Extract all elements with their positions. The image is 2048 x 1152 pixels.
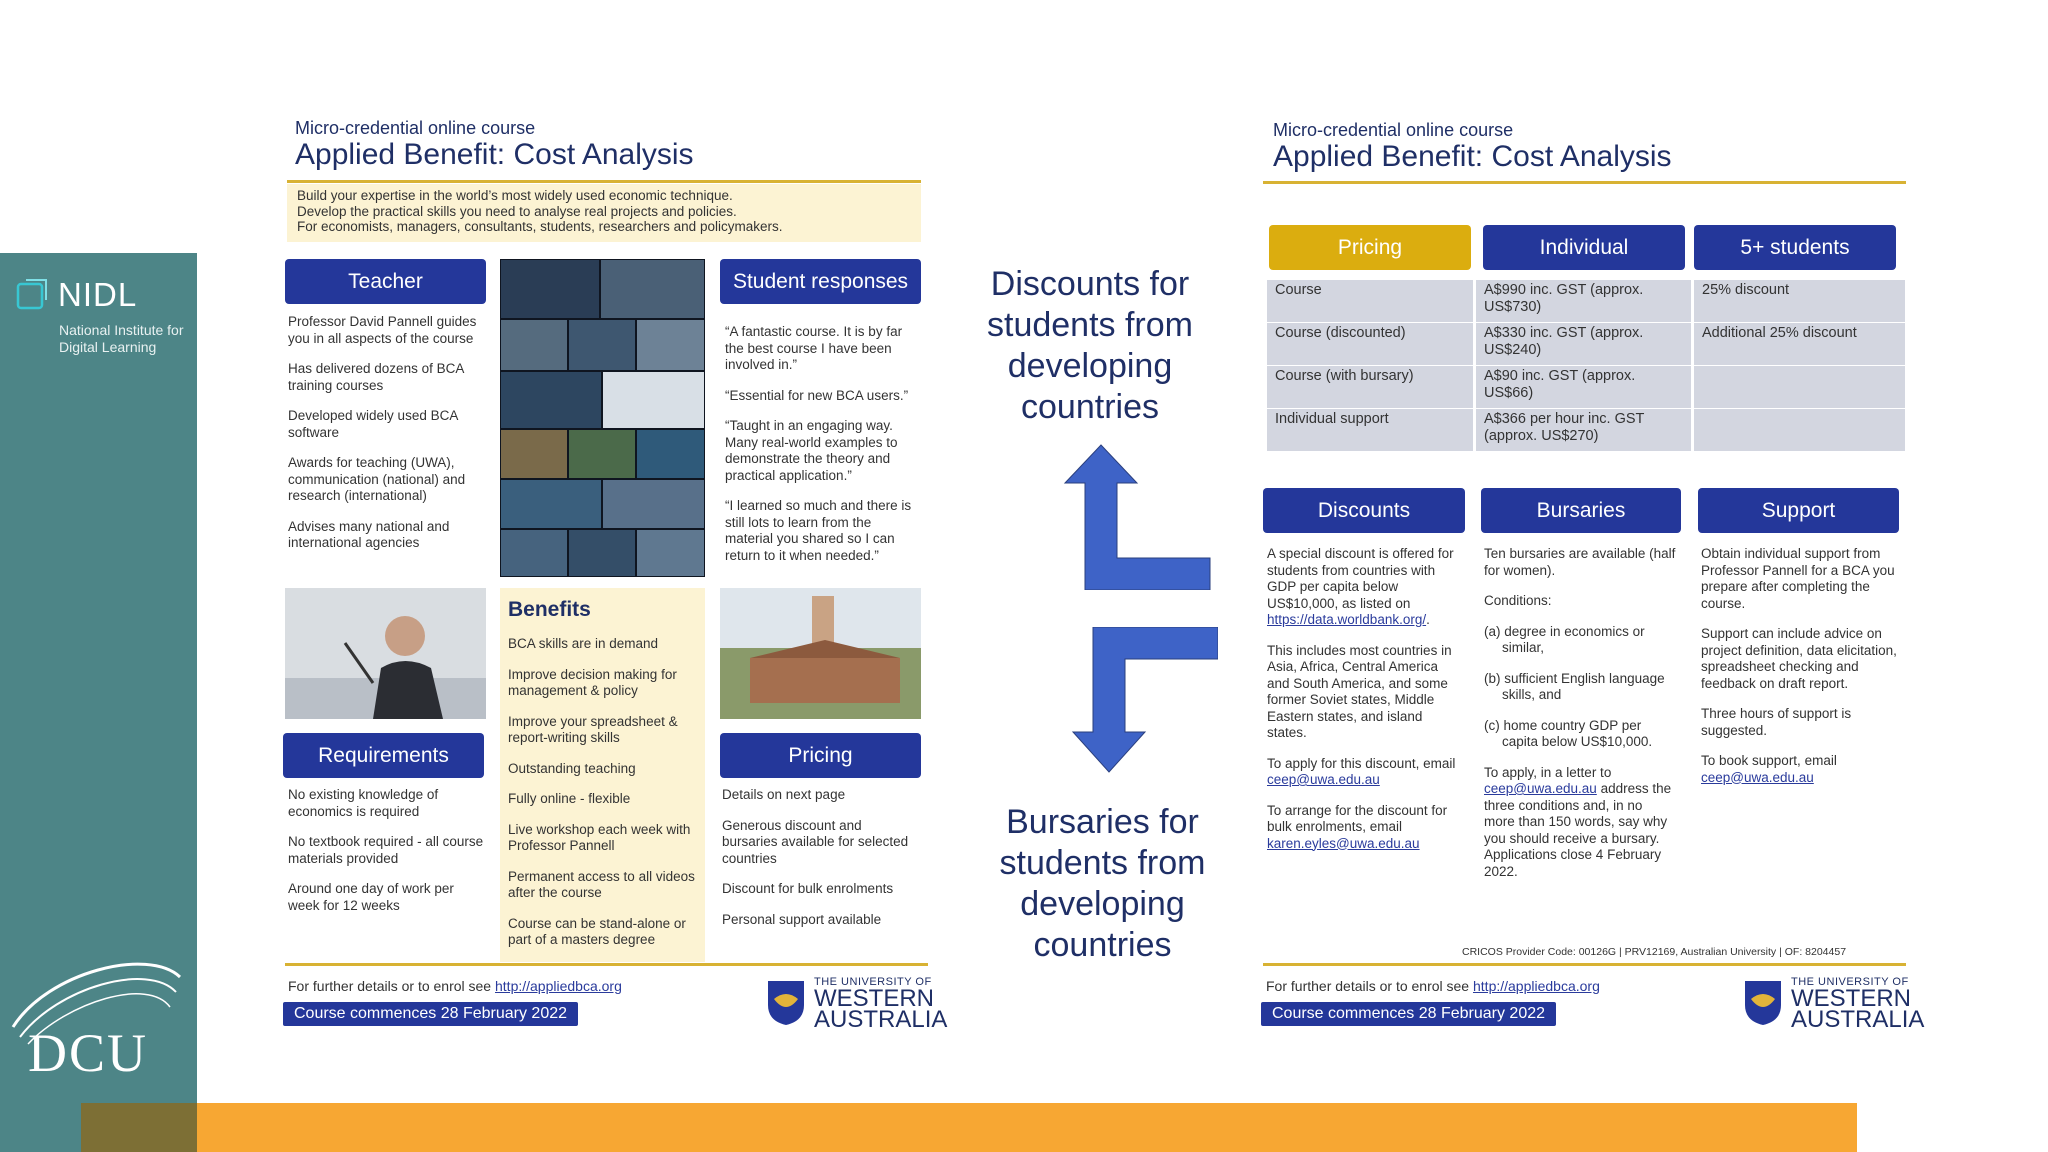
- uwa-line1: THE UNIVERSITY OF: [1791, 976, 1909, 988]
- right-footer-link[interactable]: http://appliedbca.org: [1473, 978, 1600, 994]
- nidl-name: NIDL: [58, 276, 138, 313]
- pricing-heading: Pricing: [720, 733, 921, 778]
- table-cell: Individual support: [1267, 409, 1473, 451]
- dcu-logo: [8, 952, 188, 1082]
- table-cell: A$990 inc. GST (approx. US$730): [1476, 280, 1691, 322]
- student-quote: “Essential for new BCA users.”: [725, 387, 909, 403]
- right-footer-rule: [1263, 963, 1906, 966]
- uwa-crest-icon: [766, 979, 806, 1027]
- teacher-list: [288, 314, 484, 566]
- karen-email-link[interactable]: karen.eyles@uwa.edu.au: [1267, 835, 1420, 851]
- arrow-up-icon: [1055, 440, 1215, 590]
- speaker-photo: [285, 588, 486, 719]
- pricing-item: Details on next page: [722, 787, 846, 802]
- benefit-item: Permanent access to all videos after the course: [508, 868, 695, 900]
- ceep-email-link[interactable]: ceep@uwa.edu.au: [1701, 769, 1814, 785]
- discounts-heading: Discounts: [1263, 488, 1465, 533]
- intro-line: For economists, managers, consultants, students, researchers and policymakers.: [297, 219, 783, 234]
- table-cell: Additional 25% discount: [1694, 323, 1905, 365]
- uwa-line3: AUSTRALIA: [1791, 1006, 1925, 1033]
- uwa-line1: THE UNIVERSITY OF: [814, 976, 932, 988]
- bursaries-callout: Bursaries for students from developing countries: [999, 803, 1206, 964]
- bursaries-condition: (a) degree in economics or similar,: [1484, 623, 1645, 655]
- nidl-mark-icon: [16, 278, 50, 312]
- bursaries-para: Conditions:: [1484, 593, 1552, 608]
- bottom-bar-dark: [81, 1103, 197, 1152]
- left-title: Applied Benefit: Cost Analysis: [295, 138, 694, 171]
- bursaries-text: [1484, 546, 1676, 894]
- student-quote: “A fantastic course. It is by far the best course I have been involved in.”: [725, 324, 903, 372]
- table-header-group: 5+ students: [1694, 225, 1896, 270]
- discounts-para: To apply for this discount, email ceep@uwa.edu.au: [1267, 755, 1456, 787]
- uwa-line3: AUSTRALIA: [814, 1006, 948, 1033]
- student-quote: “I learned so much and there is still lots to learn from the material you shared so I can return to it when needed.”: [725, 498, 912, 563]
- worldbank-link[interactable]: https://data.worldbank.org/: [1267, 612, 1427, 627]
- table-cell: Course (discounted): [1267, 323, 1473, 365]
- student-quote: “Taught in an engaging way. Many real-world examples to demonstrate the theory and practical application.”: [725, 418, 898, 483]
- ceep-email-link[interactable]: ceep@uwa.edu.au: [1484, 781, 1597, 796]
- right-footer-text: For further details or to enrol see: [1266, 978, 1470, 994]
- benefit-item: BCA skills are in demand: [508, 636, 659, 651]
- bursaries-para: Ten bursaries are available (half for women).: [1484, 546, 1676, 578]
- support-para: To book support, email ceep@uwa.edu.au: [1701, 753, 1837, 785]
- student-responses-heading: Student responses: [720, 259, 921, 304]
- pricing-item: Discount for bulk enrolments: [722, 881, 894, 896]
- benefit-item: Fully online - flexible: [508, 791, 631, 806]
- bursaries-condition: (c) home country GDP per capita below US$10,000.: [1484, 717, 1653, 749]
- requirement-item: No existing knowledge of economics is required: [288, 787, 439, 819]
- nidl-subtitle: National Institute for Digital Learning: [59, 322, 184, 355]
- pricing-item: Generous discount and bursaries available for selected countries: [722, 817, 909, 866]
- table-cell: 25% discount: [1694, 280, 1905, 322]
- requirement-item: Around one day of work per week for 12 weeks: [288, 881, 454, 913]
- benefit-item: Course can be stand-alone or part of a masters degree: [508, 915, 686, 947]
- teacher-item: Has delivered dozens of BCA training courses: [288, 361, 464, 393]
- benefit-item: Improve your spreadsheet & report-writing skills: [508, 713, 678, 745]
- right-uwa-logo: [1743, 976, 1925, 1033]
- benefits-box: [500, 588, 705, 962]
- requirement-item: No textbook required - all course materials provided: [288, 834, 484, 866]
- left-footer-link[interactable]: http://appliedbca.org: [495, 978, 622, 994]
- cricos-code: CRICOS Provider Code: 00126G | PRV12169, Australian University | OF: 8204457: [1462, 946, 1847, 958]
- right-footer: [1266, 978, 1600, 994]
- table-cell: A$330 inc. GST (approx. US$240): [1476, 323, 1691, 365]
- uwa-line2: WESTERN: [814, 985, 934, 1012]
- benefit-item: Live workshop each week with Professor Pannell: [508, 821, 691, 853]
- table-header-pricing: Pricing: [1269, 225, 1471, 270]
- teacher-item: Advises many national and international agencies: [288, 518, 450, 550]
- discounts-para: This includes most countries in Asia, Africa, Central America and South America, and some former Soviet states, Middle Eastern states, and island states.: [1267, 642, 1452, 740]
- bursaries-heading: Bursaries: [1481, 488, 1681, 533]
- support-text: [1701, 546, 1897, 800]
- left-footer: [288, 978, 622, 994]
- left-footer-rule: [285, 963, 928, 966]
- student-quotes: [725, 324, 921, 578]
- table-cell: Course (with bursary): [1267, 366, 1473, 408]
- left-uwa-logo: [766, 976, 948, 1033]
- teacher-item: Developed widely used BCA software: [288, 408, 458, 440]
- left-commence-badge: Course commences 28 February 2022: [283, 1002, 578, 1026]
- video-collage-image: [500, 259, 705, 577]
- benefits-heading: Benefits: [508, 598, 591, 621]
- teacher-item: Awards for teaching (UWA), communication (national) and research (international): [288, 455, 466, 503]
- intro-box: [287, 184, 921, 242]
- support-para: Support can include advice on project definition, data elicitation, spreadsheet checking and feedback on draft report.: [1701, 626, 1897, 691]
- ceep-email-link[interactable]: ceep@uwa.edu.au: [1267, 772, 1380, 787]
- discounts-para: To arrange for the discount for bulk enrolments, email karen.eyles@uwa.edu.au: [1267, 802, 1448, 851]
- table-cell: Course: [1267, 280, 1473, 322]
- intro-line: Develop the practical skills you need to analyse real projects and policies.: [297, 203, 737, 219]
- teacher-item: Professor David Pannell guides you in all aspects of the course: [288, 314, 477, 346]
- teacher-heading: Teacher: [285, 259, 486, 304]
- right-title-rule: [1263, 181, 1906, 184]
- bursaries-para: To apply, in a letter to ceep@uwa.edu.au address the three conditions and, in no more than 150 words, say why you should receive a bursary. Applications close 4 February 2022.: [1484, 764, 1672, 879]
- dcu-name: DCU: [28, 1023, 149, 1083]
- table-cell: [1694, 409, 1905, 451]
- left-footer-text: For further details or to enrol see: [288, 978, 492, 994]
- requirements-heading: Requirements: [283, 733, 484, 778]
- support-para: Obtain individual support from Professor Pannell for a BCA you prepare after completing the course.: [1701, 546, 1895, 611]
- arrow-down-icon: [1063, 627, 1218, 777]
- left-title-rule: [287, 180, 921, 183]
- university-photo-icon: [720, 588, 921, 719]
- benefit-item: Improve decision making for management & policy: [508, 666, 677, 698]
- support-para: Three hours of support is suggested.: [1701, 706, 1852, 738]
- intro-line: Build your expertise in the world’s most widely used economic technique.: [297, 188, 733, 203]
- table-header-individual: Individual: [1483, 225, 1685, 270]
- table-cell: [1694, 366, 1905, 408]
- benefit-item: Outstanding teaching: [508, 760, 636, 776]
- right-commence-badge: Course commences 28 February 2022: [1261, 1002, 1556, 1026]
- uwa-crest-icon: [1743, 979, 1783, 1027]
- support-heading: Support: [1698, 488, 1899, 533]
- right-title: Applied Benefit: Cost Analysis: [1273, 140, 1672, 173]
- university-photo: [720, 588, 921, 719]
- left-kicker: Micro-credential online course: [295, 118, 536, 138]
- discounts-callout: Discounts for students from developing countries: [987, 265, 1193, 426]
- bottom-bar-orange: [197, 1103, 1857, 1152]
- discounts-para: A special discount is offered for students from countries with GDP per capita below US$10,000, as listed on https://data.worldbank.org/.: [1267, 546, 1454, 627]
- right-kicker: Micro-credential online course: [1273, 120, 1514, 140]
- uwa-line2: WESTERN: [1791, 985, 1911, 1012]
- bursaries-condition: (b) sufficient English language skills, and: [1484, 670, 1665, 702]
- table-cell: A$90 inc. GST (approx. US$66): [1476, 366, 1691, 408]
- pricing-item: Personal support available: [722, 911, 882, 927]
- pricing-list: [722, 787, 920, 942]
- speaker-photo-icon: [285, 588, 486, 719]
- requirements-list: [288, 787, 484, 928]
- discounts-text: [1267, 546, 1459, 866]
- table-cell: A$366 per hour inc. GST (approx. US$270): [1476, 409, 1691, 451]
